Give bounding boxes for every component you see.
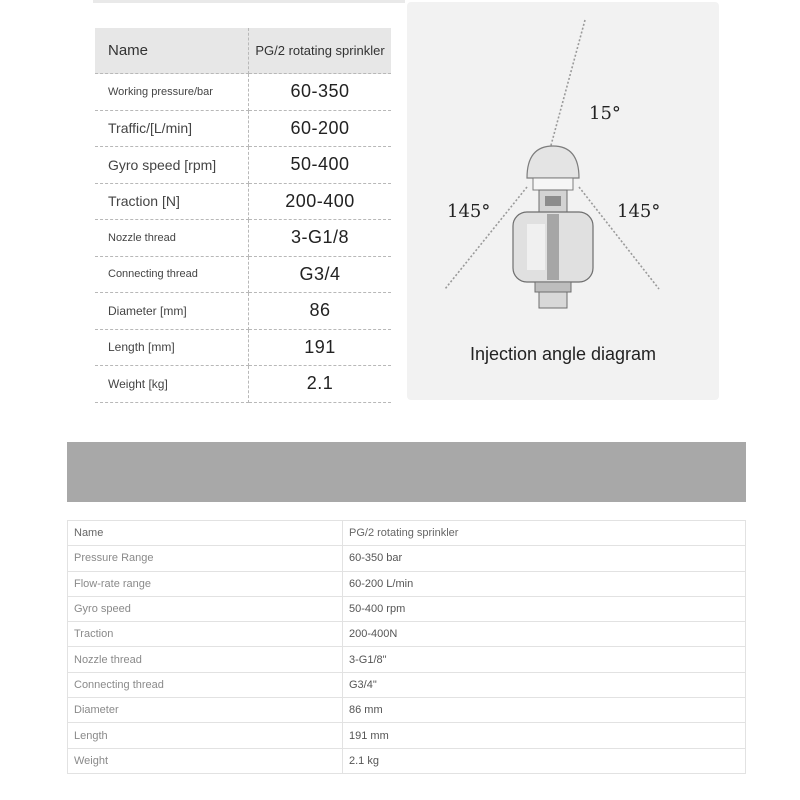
spec2-label: Traction xyxy=(68,622,343,647)
spec-label: Length [mm] xyxy=(95,329,249,366)
spec2-label: Nozzle thread xyxy=(68,647,343,672)
spec2-label: Gyro speed xyxy=(68,596,343,621)
spec2-value: 86 mm xyxy=(343,698,746,723)
table-row xyxy=(68,546,746,571)
table-row xyxy=(95,366,391,403)
spec-label: Traction [N] xyxy=(95,183,249,220)
spec2-value: 2.1 kg xyxy=(343,748,746,773)
sprinkler-base-ring xyxy=(535,282,571,292)
spec-table-header xyxy=(95,28,391,74)
spec-value: 60-200 xyxy=(249,110,392,147)
spec-value: 60-350 xyxy=(249,74,392,111)
spec-value: 191 xyxy=(249,329,392,366)
spec2-value: 60-350 bar xyxy=(343,546,746,571)
table-row xyxy=(95,329,391,366)
spec-label: Weight [kg] xyxy=(95,366,249,403)
spec-value: 86 xyxy=(249,293,392,330)
sprinkler-collar xyxy=(533,178,573,190)
table-row xyxy=(95,74,391,111)
spec-label: Connecting thread xyxy=(95,256,249,293)
table-row xyxy=(95,147,391,184)
spec2-table-header xyxy=(68,521,746,546)
sprinkler-body-seam xyxy=(547,214,559,280)
spray-line-top xyxy=(547,20,585,160)
spec-table xyxy=(95,28,391,403)
spec2-label: Flow-rate range xyxy=(68,571,343,596)
table-row xyxy=(68,698,746,723)
spec2-label: Pressure Range xyxy=(68,546,343,571)
table-row xyxy=(68,571,746,596)
spec-value: 50-400 xyxy=(249,147,392,184)
table-row xyxy=(95,256,391,293)
sprinkler-base-fitting xyxy=(539,292,567,308)
angle-left-label: 145° xyxy=(447,201,491,222)
sprinkler-body-highlight xyxy=(527,224,545,270)
spec2-value: 191 mm xyxy=(343,723,746,748)
spec-header-label: Name xyxy=(95,28,249,74)
spec-label: Gyro speed [rpm] xyxy=(95,147,249,184)
spec-value: 200-400 xyxy=(249,183,392,220)
table-row xyxy=(95,293,391,330)
spec-value: G3/4 xyxy=(249,256,392,293)
diagram-caption: Injection angle diagram xyxy=(469,344,657,364)
table-row xyxy=(68,748,746,773)
spec2-value: G3/4" xyxy=(343,672,746,697)
spec2-value: 50-400 rpm xyxy=(343,596,746,621)
table-row xyxy=(68,596,746,621)
spec-label: Traffic/[L/min] xyxy=(95,110,249,147)
table-row xyxy=(68,723,746,748)
spec-label: Diameter [mm] xyxy=(95,293,249,330)
spec2-label: Weight xyxy=(68,748,343,773)
spec-value: 3-G1/8 xyxy=(249,220,392,257)
table-row xyxy=(68,672,746,697)
spec2-label: Length xyxy=(68,723,343,748)
injection-angle-diagram xyxy=(407,2,719,400)
sprinkler-neck-detail xyxy=(545,196,561,206)
table-row xyxy=(95,183,391,220)
sprinkler-illustration xyxy=(407,2,719,400)
spec-value: 2.1 xyxy=(249,366,392,403)
angle-right-label: 145° xyxy=(617,201,661,222)
table-row xyxy=(68,647,746,672)
spec2-label: Diameter xyxy=(68,698,343,723)
spec2-label: Connecting thread xyxy=(68,672,343,697)
spec-header-value: PG/2 rotating sprinkler xyxy=(249,28,392,74)
spec-label: Nozzle thread xyxy=(95,220,249,257)
spec2-value: 60-200 L/min xyxy=(343,571,746,596)
table-row xyxy=(68,622,746,647)
spec-label: Working pressure/bar xyxy=(95,74,249,111)
table-row xyxy=(95,110,391,147)
table-row xyxy=(95,220,391,257)
spec2-header-value: PG/2 rotating sprinkler xyxy=(343,521,746,546)
angle-top-label: 15° xyxy=(589,103,621,124)
spec2-value: 3-G1/8" xyxy=(343,647,746,672)
sprinkler-dome xyxy=(527,146,579,178)
spec2-header-label: Name xyxy=(68,521,343,546)
spec-table-2 xyxy=(67,520,746,774)
section-banner xyxy=(67,442,746,502)
top-divider xyxy=(93,0,405,3)
spec2-value: 200-400N xyxy=(343,622,746,647)
